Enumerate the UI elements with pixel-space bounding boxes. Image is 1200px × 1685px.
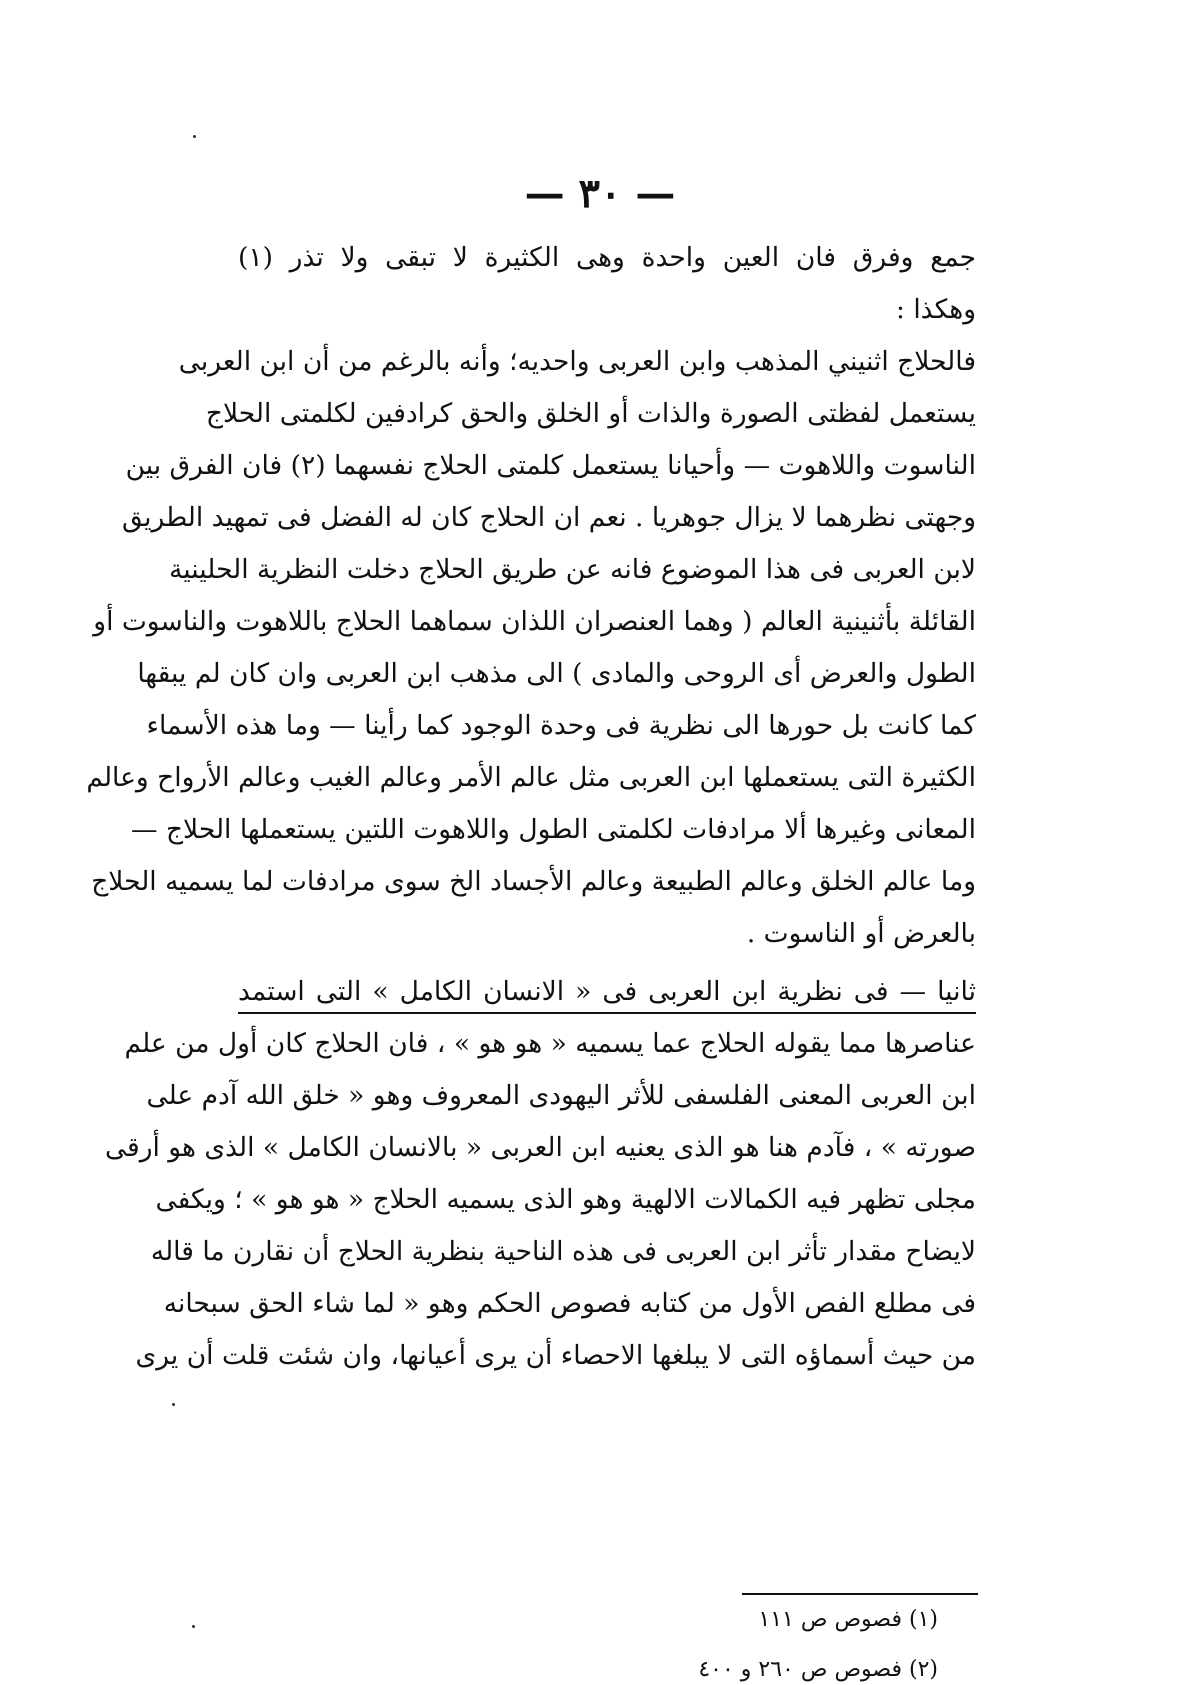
text-line: بالعرض أو الناسوت . (746, 918, 976, 949)
text-line: ثانيا — فى نظرية ابن العربى فى « الانسان الكامل » التى استمد (238, 976, 976, 1007)
text-line: القائلة بأثنينية العالم ( وهما العنصران اللذان سماهما الحلاج باللاهوت والناسوت أو (93, 606, 976, 637)
text-line: ابن العربى المعنى الفلسفى للأثر اليهودى المعروف وهو « خلق الله آدم على (146, 1080, 976, 1111)
text-line: لايضاح مقدار تأثر ابن العربى فى هذه الناحية بنظرية الحلاج أن نقارن ما قاله (150, 1236, 976, 1267)
text-line: وما عالم الخلق وعالم الطبيعة وعالم الأجساد الخ سوى مرادفات لما يسميه الحلاج (91, 866, 976, 897)
text-line: المعانى وغيرها ألا مرادفات لكلمتى الطول واللاهوت اللتين يستعملها الحلاج — (131, 814, 976, 845)
text-line: فى مطلع الفص الأول من كتابه فصوص الحكم وهو « لما شاء الحق سبحانه (163, 1288, 976, 1319)
text-line: الكثيرة التى يستعملها ابن العربى مثل عالم الأمر وعالم الغيب وعالم الأرواح وعالم (86, 762, 976, 793)
paragraph-3 (104, 966, 976, 1382)
text-line: جمع وفرق فان العين واحدة وهى الكثيرة لا تبقى ولا تذر (١) (238, 242, 976, 273)
scan-speck (193, 135, 196, 138)
page-number: — ٣٠ — (524, 170, 676, 217)
paragraph-1 (238, 232, 976, 336)
underline-rule (238, 1012, 976, 1014)
text-line: الناسوت واللاهوت — وأحيانا يستعمل كلمتى الحلاج نفسهما (٢) فان الفرق بين (125, 450, 976, 481)
text-line: كما كانت بل حورها الى نظرية فى وحدة الوجود كما رأينا — وما هذه الأسماء (146, 710, 976, 741)
text-line: مجلى تظهر فيه الكمالات الالهية وهو الذى يسميه الحلاج « هو هو » ؛ ويكفى (155, 1184, 976, 1215)
text-line: صورته » ، فآدم هنا هو الذى يعنيه ابن العربى « بالانسان الكامل » الذى هو أرقى (104, 1132, 976, 1163)
text-line: من حيث أسماؤه التى لا يبلغها الاحصاء أن يرى أعيانها، وان شئت قلت أن يرى (135, 1340, 976, 1371)
scan-speck (172, 1403, 175, 1406)
paragraph-2 (86, 336, 976, 960)
text-line: وهكذا : (895, 294, 976, 325)
text-line: لابن العربى فى هذا الموضوع فانه عن طريق الحلاج دخلت النظرية الحلينية (169, 554, 976, 585)
text-line: فالحلاج اثنيني المذهب وابن العربى واحديه؛ وأنه بالرغم من أن ابن العربى (178, 346, 976, 377)
text-line: الطول والعرض أى الروحى والمادى ) الى مذهب ابن العربى وان كان لم يبقها (137, 658, 976, 689)
text-line: وجهتى نظرهما لا يزال جوهريا . نعم ان الحلاج كان له الفضل فى تمهيد الطريق (121, 502, 976, 533)
body-text (86, 232, 976, 1382)
footnote-separator (742, 1593, 978, 1595)
text-line: عناصرها مما يقوله الحلاج عما يسميه « هو هو » ، فان الحلاج كان أول من علم (124, 1028, 976, 1059)
scan-speck (192, 1625, 195, 1628)
text-line: يستعمل لفظتى الصورة والذات أو الخلق والحق كرادفين لكلمتى الحلاج (205, 398, 976, 429)
underlined-line-wrapper (238, 966, 976, 1018)
scanned-page: — ٣٠ — جمع وفرق فان العين واحدة وهى الكثيرة لا تبقى ولا تذر (١) وهكذا : فالحلاج اثنيني المذهب وابن العربى واحديه؛ وأنه بالرغم من أن ابن العربى يستعمل لفظتى الصورة والذات أو الخلق والحق كرادفين لكلمتى الحلاج الناسوت واللاهوت — وأحيانا يستعمل كلمتى الحلاج نفسهما (٢) فان الفرق بين وجهتى نظرهما لا يزال جوهريا . نعم ان الحلاج كان له الفضل فى تمهيد الطريق لابن العربى فى هذا الموضوع فانه عن طريق الحلاج دخلت النظرية الحلينية القائلة بأثنينية العالم ( وهما العنصران اللذان سماهما الحلاج باللاهوت والناسوت أو الطول والعرض أى الروحى والمادى ) الى مذهب ابن العربى وان كان لم يبقها كما كانت بل حورها الى نظرية فى وحدة الوجود كما رأينا — وما هذه الأسماء الكثيرة التى يستعملها ابن العربى مثل عالم الأمر وعالم الغيب وعالم الأرواح وعالم المعانى وغيرها ألا مرادفات لكلمتى الطول واللاهوت اللتين يستعملها الحلاج — وما عالم الخلق وعالم الطبيعة وعالم الأجساد الخ سوى مرادفات لما يسميه الحلاج بالعرض أو الناسوت . ثانيا — فى نظرية ابن العربى فى « الانسان الكامل » التى استمد عناصرها مما يقوله الحلاج عما يسميه « هو هو » ، فان الحلاج كان أول من علم ابن العربى المعنى الفلسفى للأثر اليهودى المعروف وهو « خلق الله آدم على صورته » ، فآدم هنا هو الذى يعنيه ابن العربى « بالانسان الكامل » الذى هو أرقى مجلى تظهر فيه الكمالات الالهية وهو الذى يسميه الحلاج « هو هو » ؛ ويكفى لايضاح مقدار تأثر ابن العربى فى هذه الناحية بنظرية الحلاج أن نقارن ما قاله فى مطلع الفص الأول من كتابه فصوص الحكم وهو « لما شاء الحق سبحانه من حيث أسماؤه التى لا يبلغها الاحصاء أن يرى أعيانها، وان شئت قلت أن يرى (١) فصوص ص ١١١ (٢) فصوص ص ٢٦٠ و ٤٠٠ (0, 0, 1200, 1685)
